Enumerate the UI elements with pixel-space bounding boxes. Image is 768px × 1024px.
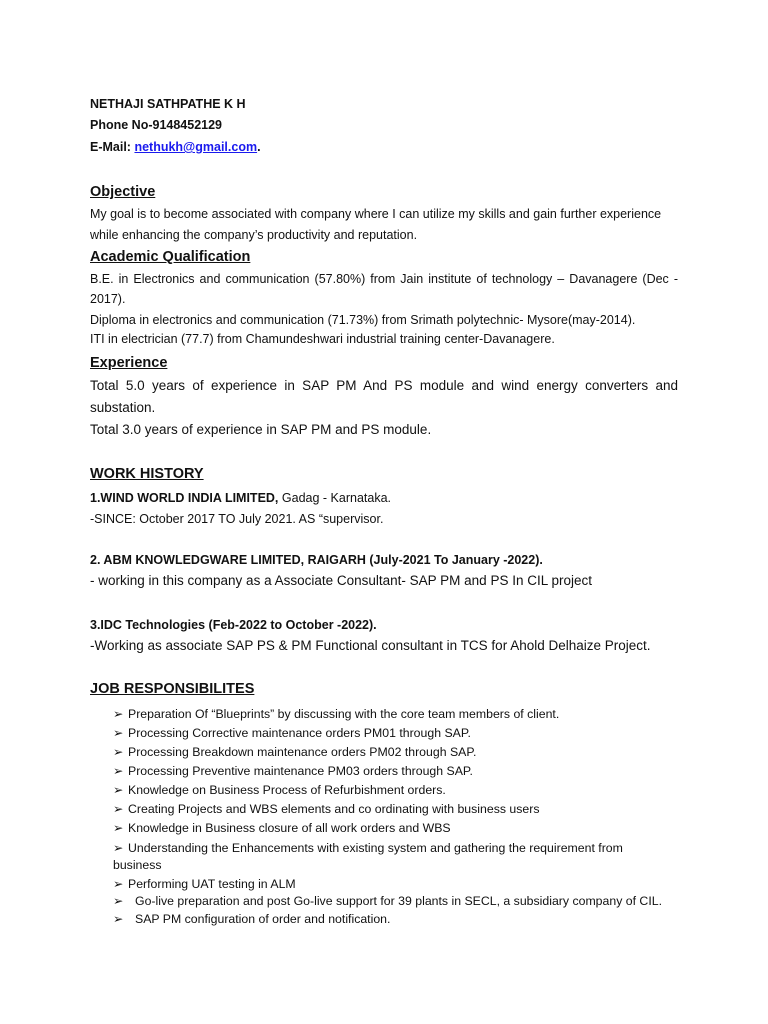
list-item-text: Performing UAT testing in ALM (128, 877, 296, 891)
job3-title: 3.IDC Technologies (Feb-2022 to October -2022). (90, 618, 377, 632)
list-item (113, 820, 451, 836)
list-item-text: Processing Breakdown maintenance orders PM02 through SAP. (128, 745, 477, 759)
objective-heading: Objective (90, 184, 156, 200)
bullet-arrow-icon: ➢ (113, 877, 124, 891)
email-link[interactable]: nethukh@gmail.com (134, 140, 258, 154)
objective-text-2: while enhancing the company’s productivity and reputation. (90, 228, 418, 242)
list-item (113, 725, 471, 741)
experience-text-1: Total 5.0 years of experience in SAP PM And PS module and wind energy converters and (90, 378, 678, 393)
job1-detail: -SINCE: October 2017 TO July 2021. AS “supervisor. (90, 512, 384, 526)
job2-title: 2. ABM KNOWLEDGWARE LIMITED, RAIGARH (July-2021 To January -2022). (90, 553, 543, 567)
list-item-text: Knowledge on Business Process of Refurbishment orders. (128, 783, 446, 797)
list-item (113, 911, 390, 927)
experience-text-2: substation. (90, 400, 156, 415)
work-history-heading: WORK HISTORY (90, 466, 204, 482)
list-item (113, 763, 473, 779)
academic-text-1: B.E. in Electronics and communication (57.80%) from Jain institute of technology – Davanagere (Dec - (90, 272, 678, 286)
list-item-continuation: business (113, 858, 162, 872)
list-item-text: Understanding the Enhancements with existing system and gathering the requirement from (128, 841, 623, 855)
phone-line: Phone No-9148452129 (90, 118, 223, 132)
list-item (113, 893, 662, 909)
email-label: E-Mail: (90, 140, 135, 154)
list-item (113, 801, 539, 817)
bullet-arrow-icon: ➢ (113, 726, 124, 740)
academic-text-3: Diploma in electronics and communication (71.73%) from Srimath polytechnic- Mysore(may-2014). (90, 313, 636, 327)
list-item-text: Knowledge in Business closure of all work orders and WBS (128, 821, 451, 835)
bullet-arrow-icon: ➢ (113, 802, 124, 816)
bullet-arrow-icon: ➢ (113, 894, 124, 908)
bullet-arrow-icon: ➢ (113, 764, 124, 778)
list-item-text: Creating Projects and WBS elements and co ordinating with business users (128, 802, 540, 816)
bullet-arrow-icon: ➢ (113, 841, 124, 855)
bullet-arrow-icon: ➢ (113, 745, 124, 759)
list-item-text: Go-live preparation and post Go-live support for 39 plants in SECL, a subsidiary company of CIL. (135, 894, 662, 908)
email-trail: . (257, 140, 261, 154)
job1-location: Gadag - Karnataka. (278, 491, 391, 505)
candidate-name: NETHAJI SATHPATHE K H (90, 97, 246, 111)
list-item (113, 706, 559, 722)
experience-heading: Experience (90, 355, 168, 371)
bullet-arrow-icon: ➢ (113, 783, 124, 797)
bullet-arrow-icon: ➢ (113, 707, 124, 721)
job1-title-line (90, 490, 391, 506)
email-line (90, 139, 261, 155)
bullet-arrow-icon: ➢ (113, 821, 124, 835)
list-item (113, 782, 446, 798)
bullet-arrow-icon: ➢ (113, 912, 124, 926)
job1-company: 1.WIND WORLD INDIA LIMITED, (90, 491, 279, 505)
academic-heading: Academic Qualification (90, 249, 251, 265)
objective-text-1: My goal is to become associated with company where I can utilize my skills and gain further experience (90, 207, 662, 221)
list-item-text: Processing Preventive maintenance PM03 orders through SAP. (128, 764, 473, 778)
academic-text-2: 2017). (90, 292, 126, 306)
list-item-text: Processing Corrective maintenance orders PM01 through SAP. (128, 726, 471, 740)
job2-detail: - working in this company as a Associate Consultant- SAP PM and PS In CIL project (90, 573, 592, 588)
job3-detail: -Working as associate SAP PS & PM Functional consultant in TCS for Ahold Delhaize Project. (90, 638, 651, 653)
responsibilities-heading: JOB RESPONSIBILITES (90, 681, 255, 697)
list-item (113, 744, 476, 760)
list-item-text: SAP PM configuration of order and notification. (135, 912, 391, 926)
list-item (113, 840, 623, 856)
list-item (113, 876, 296, 892)
list-item-text: Preparation Of “Blueprints” by discussing with the core team members of client. (128, 707, 560, 721)
experience-text-3: Total 3.0 years of experience in SAP PM and PS module. (90, 422, 432, 437)
academic-text-4: ITI in electrician (77.7) from Chamundeshwari industrial training center-Davanagere. (90, 332, 555, 346)
